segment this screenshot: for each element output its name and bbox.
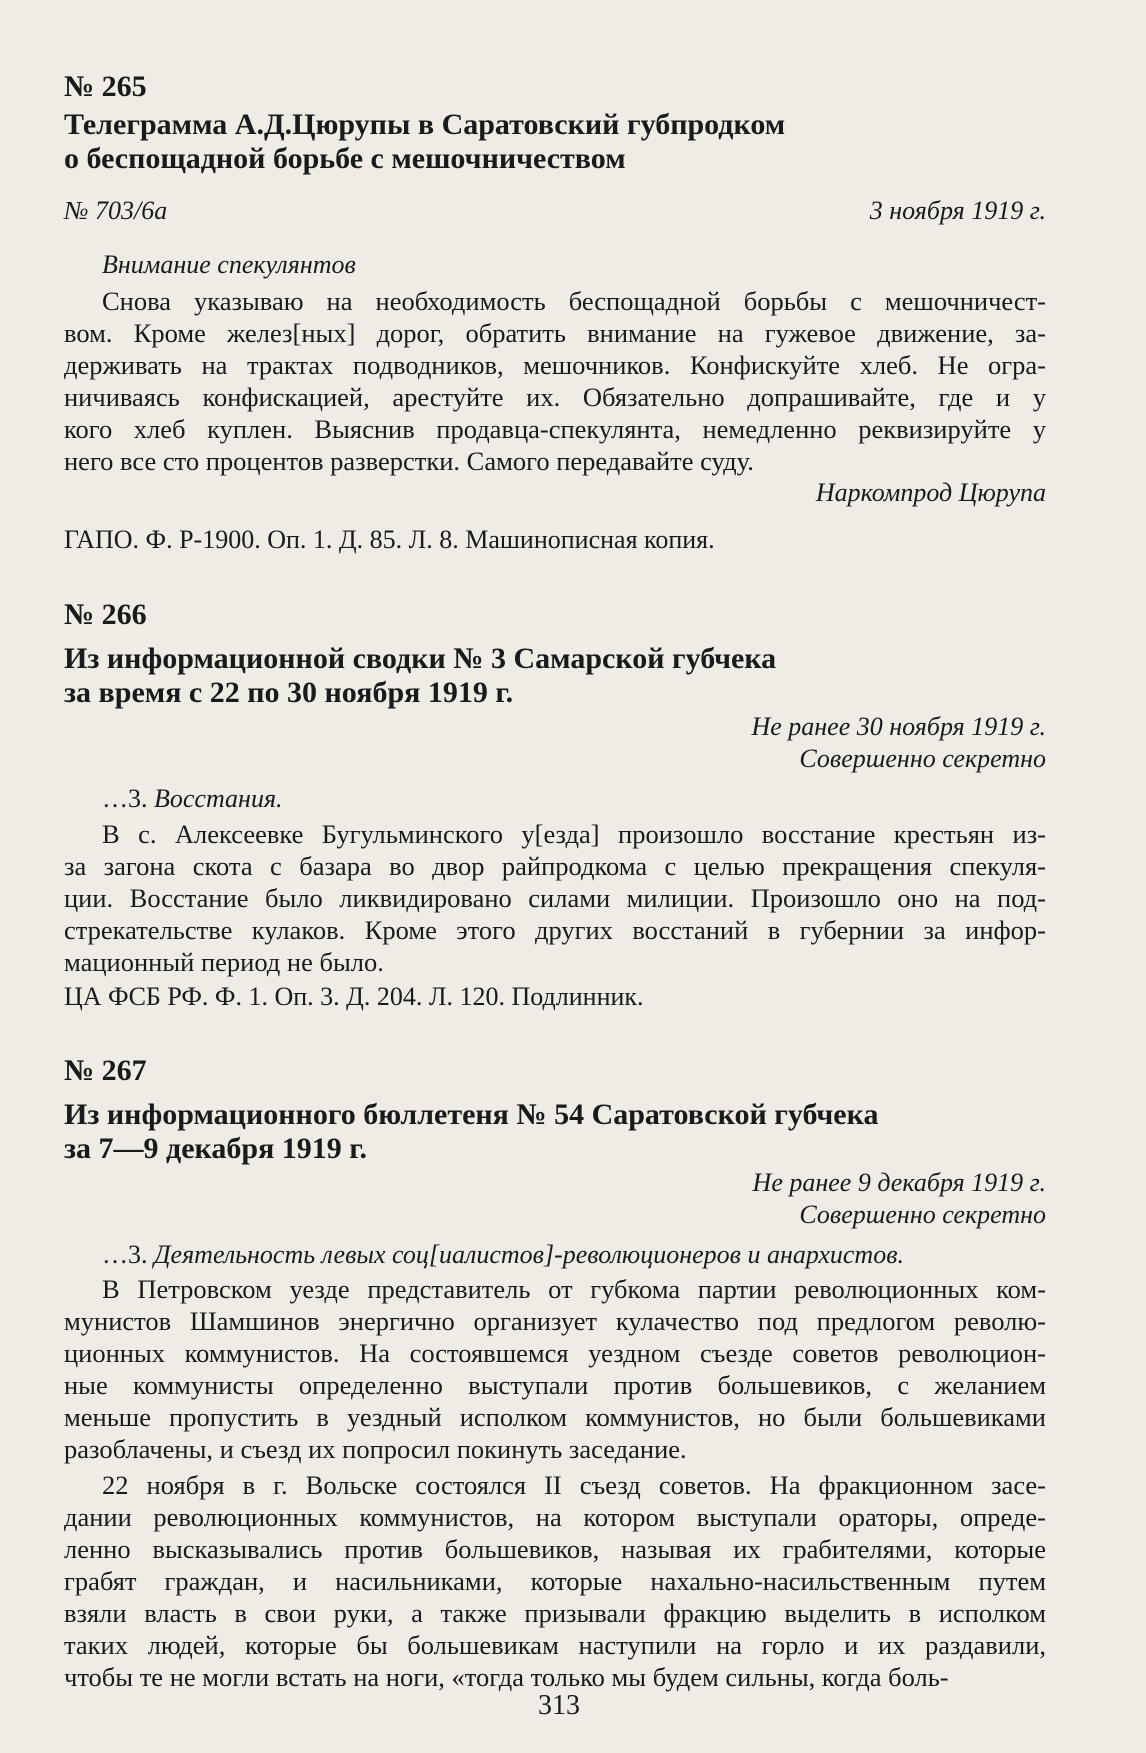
doc-266-section-heading <box>102 784 283 814</box>
doc-266-body-line: стрекательстве кулаков. Кроме этого других восстаний в губернии за инфор- <box>64 915 1046 945</box>
doc-267-section-prefix: …3. <box>102 1240 148 1269</box>
doc-266-body-line: мационный период не было. <box>64 947 384 977</box>
doc-265-ref: № 703/6а <box>64 196 168 225</box>
doc-265-body-line: Снова указываю на необходимость беспощадной борьбы с мешочничест- <box>102 286 1046 316</box>
doc-267-para2-line: дании революционных коммунистов, на котором выступали ораторы, опреде- <box>64 1502 1046 1532</box>
doc-267-para2-line: 22 ноября в г. Вольске состоялся II съезд советов. На фракционном засе- <box>102 1470 1046 1500</box>
doc-265-date: 3 ноября 1919 г. <box>869 196 1046 225</box>
doc-265-number: № 265 <box>64 70 147 103</box>
doc-267-paragraph-1 <box>64 1273 1046 1465</box>
doc-266-body-line: В с. Алексеевке Бугульминского у[езда] произошло восстание крестьян из- <box>102 819 1046 849</box>
doc-265-body-line: кого хлеб куплен. Выяснив продавца-спекулянта, немедленно реквизируйте у <box>64 414 1046 444</box>
doc-267-section-title: Деятельность левых соц[иалистов]-революционеров и анархистов. <box>154 1240 904 1269</box>
doc-267-para1-line: В Петровском уезде представитель от губкома партии революционных ком- <box>102 1274 1046 1304</box>
doc-266-title-line-2: за время с 22 по 30 ноября 1919 г. <box>64 676 514 709</box>
doc-267-classification: Совершенно секретно <box>799 1200 1046 1229</box>
doc-265-body-line: него все сто процентов разверстки. Самого передавайте суду. <box>64 446 754 476</box>
doc-267-para1-line: меньше пропустить в уездный исполком коммунистов, но были большевиками <box>64 1402 1046 1432</box>
doc-267-para2-line: взяли власть в свои руки, а также призывали фракцию выделить в исполком <box>64 1598 1046 1628</box>
doc-266-title-line-1: Из информационной сводки № 3 Самарской губчека <box>64 642 777 675</box>
doc-265-body-line: вом. Кроме желез[ных] дорог, обратить внимание на гужевое движение, за- <box>64 318 1046 348</box>
doc-267-para1-line: ные коммунисты определенно выступали против большевиков, с желанием <box>64 1370 1046 1400</box>
doc-267-paragraph-2 <box>64 1469 1046 1693</box>
doc-267-para2-line: чтобы те не могли встать на ноги, «тогда только мы будем сильны, когда боль- <box>64 1662 949 1692</box>
doc-266-source: ЦА ФСБ РФ. Ф. 1. Оп. 3. Д. 204. Л. 120. Подлинник. <box>64 982 644 1011</box>
doc-267-para2-line: ленно высказывались против большевиков, называя их грабителями, которые <box>64 1534 1046 1564</box>
doc-265-body-line: держивать на трактах подводников, мешочников. Конфискуйте хлеб. Не огра- <box>64 350 1046 380</box>
doc-267-section-heading <box>102 1240 904 1270</box>
doc-267-number: № 267 <box>64 1054 147 1087</box>
doc-267-para1-line: разоблачены, и съезд их попросил покинуть заседание. <box>64 1434 687 1464</box>
doc-266-section-title: Восстания. <box>154 784 283 813</box>
doc-267-title-line-2: за 7—9 декабря 1919 г. <box>64 1132 368 1165</box>
doc-266-classification: Совершенно секретно <box>799 744 1046 773</box>
doc-265-body <box>64 285 1046 477</box>
doc-267-title-line-1: Из информационного бюллетеня № 54 Саратовской губчека <box>64 1098 879 1131</box>
doc-267-para2-line: грабят граждан, и насильниками, которые нахально-насильственным путем <box>64 1566 1046 1596</box>
doc-265-body-line: ничиваясь конфискацией, арестуйте их. Обязательно допрашивайте, где и у <box>64 382 1046 412</box>
doc-265-signature: Наркомпрод Цюрупа <box>815 478 1046 507</box>
doc-265-source: ГАПО. Ф. Р-1900. Оп. 1. Д. 85. Л. 8. Машинописная копия. <box>64 525 715 554</box>
page-number: 313 <box>538 1690 580 1721</box>
doc-266-body-line: за загона скота с базара во двор райпродкома с целью прекращения спекуля- <box>64 851 1046 881</box>
doc-266-number: № 266 <box>64 598 147 631</box>
doc-265-title-line-2: о беспощадной борьбе с мешочничеством <box>64 142 626 175</box>
doc-265-address: Внимание спекулянтов <box>102 250 356 279</box>
doc-265-title-line-1: Телеграмма А.Д.Цюрупы в Саратовский губпродком <box>64 108 786 141</box>
doc-266-body <box>64 818 1046 978</box>
doc-266-date: Не ранее 30 ноября 1919 г. <box>751 712 1046 741</box>
doc-267-para2-line: таких людей, которые бы большевикам наступили на горло и их раздавили, <box>64 1630 1046 1660</box>
doc-267-para1-line: мунистов Шамшинов энергично организует кулачество под предлогом револю- <box>64 1306 1046 1336</box>
doc-267-date: Не ранее 9 декабря 1919 г. <box>752 1168 1046 1197</box>
doc-267-para1-line: ционных коммунистов. На состоявшемся уездном съезде советов революцион- <box>64 1338 1046 1368</box>
doc-266-body-line: ции. Восстание было ликвидировано силами милиции. Произошло оно на под- <box>64 883 1046 913</box>
doc-266-section-prefix: …3. <box>102 784 148 813</box>
